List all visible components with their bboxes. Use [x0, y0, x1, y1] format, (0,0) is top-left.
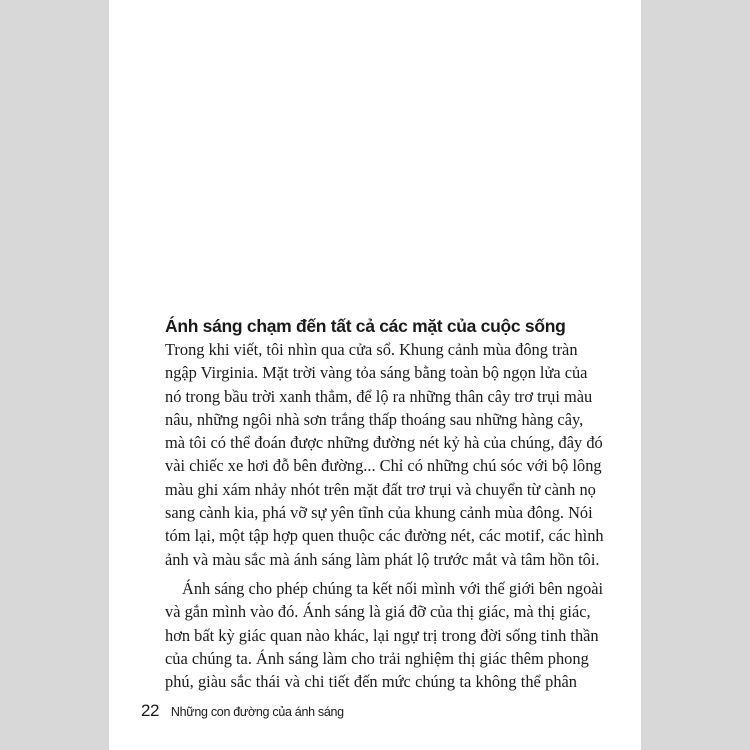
section-heading: Ánh sáng chạm đến tất cả các mặt của cuộc sống — [165, 316, 566, 336]
text-line: màu ghi xám nhảy nhót trên mặt đất trơ trụi và chuyển từ cành nọ — [165, 479, 596, 499]
text-line: nâu, những ngôi nhà sơn trắng thấp thoáng sau những hàng cây, — [165, 409, 584, 429]
text-line: mà tôi có thể đoán được những đường nét kỷ hà của chúng, đây đó — [165, 433, 603, 453]
page-footer — [141, 701, 344, 721]
running-title: Những con đường của ánh sáng — [170, 705, 344, 719]
text-line: phú, giàu sắc thái và chi tiết đến mức chúng ta không thể phân — [165, 672, 577, 692]
text-line: vài chiếc xe hơi đỗ bên đường... Chỉ có những chú sóc với bộ lông — [165, 456, 602, 476]
text-line: Ánh sáng cho phép chúng ta kết nối mình với thế giới bên ngoài — [182, 578, 604, 598]
paragraph-1 — [165, 338, 604, 571]
book-page — [109, 0, 641, 750]
text-line: ảnh và màu sắc mà ánh sáng làm phát lộ trước mắt và tâm hồn tôi. — [165, 549, 600, 569]
text-line: hơn bất kỳ giác quan nào khác, lại ngự trị trong đời sống tinh thần — [165, 625, 599, 645]
page-number: 22 — [141, 701, 159, 720]
paragraph-2 — [165, 577, 604, 693]
text-line: của chúng ta. Ánh sáng làm cho trải nghiệm thị giác thêm phong — [165, 648, 589, 668]
body-text — [165, 338, 604, 693]
text-line: ngập Virginia. Mặt trời vàng tỏa sáng bằng toàn bộ ngọn lửa của — [165, 363, 588, 383]
text-line: tóm lại, một tập hợp quen thuộc các đường nét, các motif, các hình — [165, 526, 604, 546]
text-line: nó trong bầu trời xanh thẳm, để lộ ra những thân cây trơ trụi màu — [165, 386, 593, 406]
text-line: Trong khi viết, tôi nhìn qua cửa sổ. Khung cảnh mùa đông tràn — [165, 340, 578, 359]
text-line: sang cành kia, phá vỡ sự yên tĩnh của khung cảnh mùa đông. Nói — [165, 503, 593, 523]
text-line: và gắn mình vào đó. Ánh sáng là giá đỡ của thị giác, mà thị giác, — [165, 602, 591, 622]
